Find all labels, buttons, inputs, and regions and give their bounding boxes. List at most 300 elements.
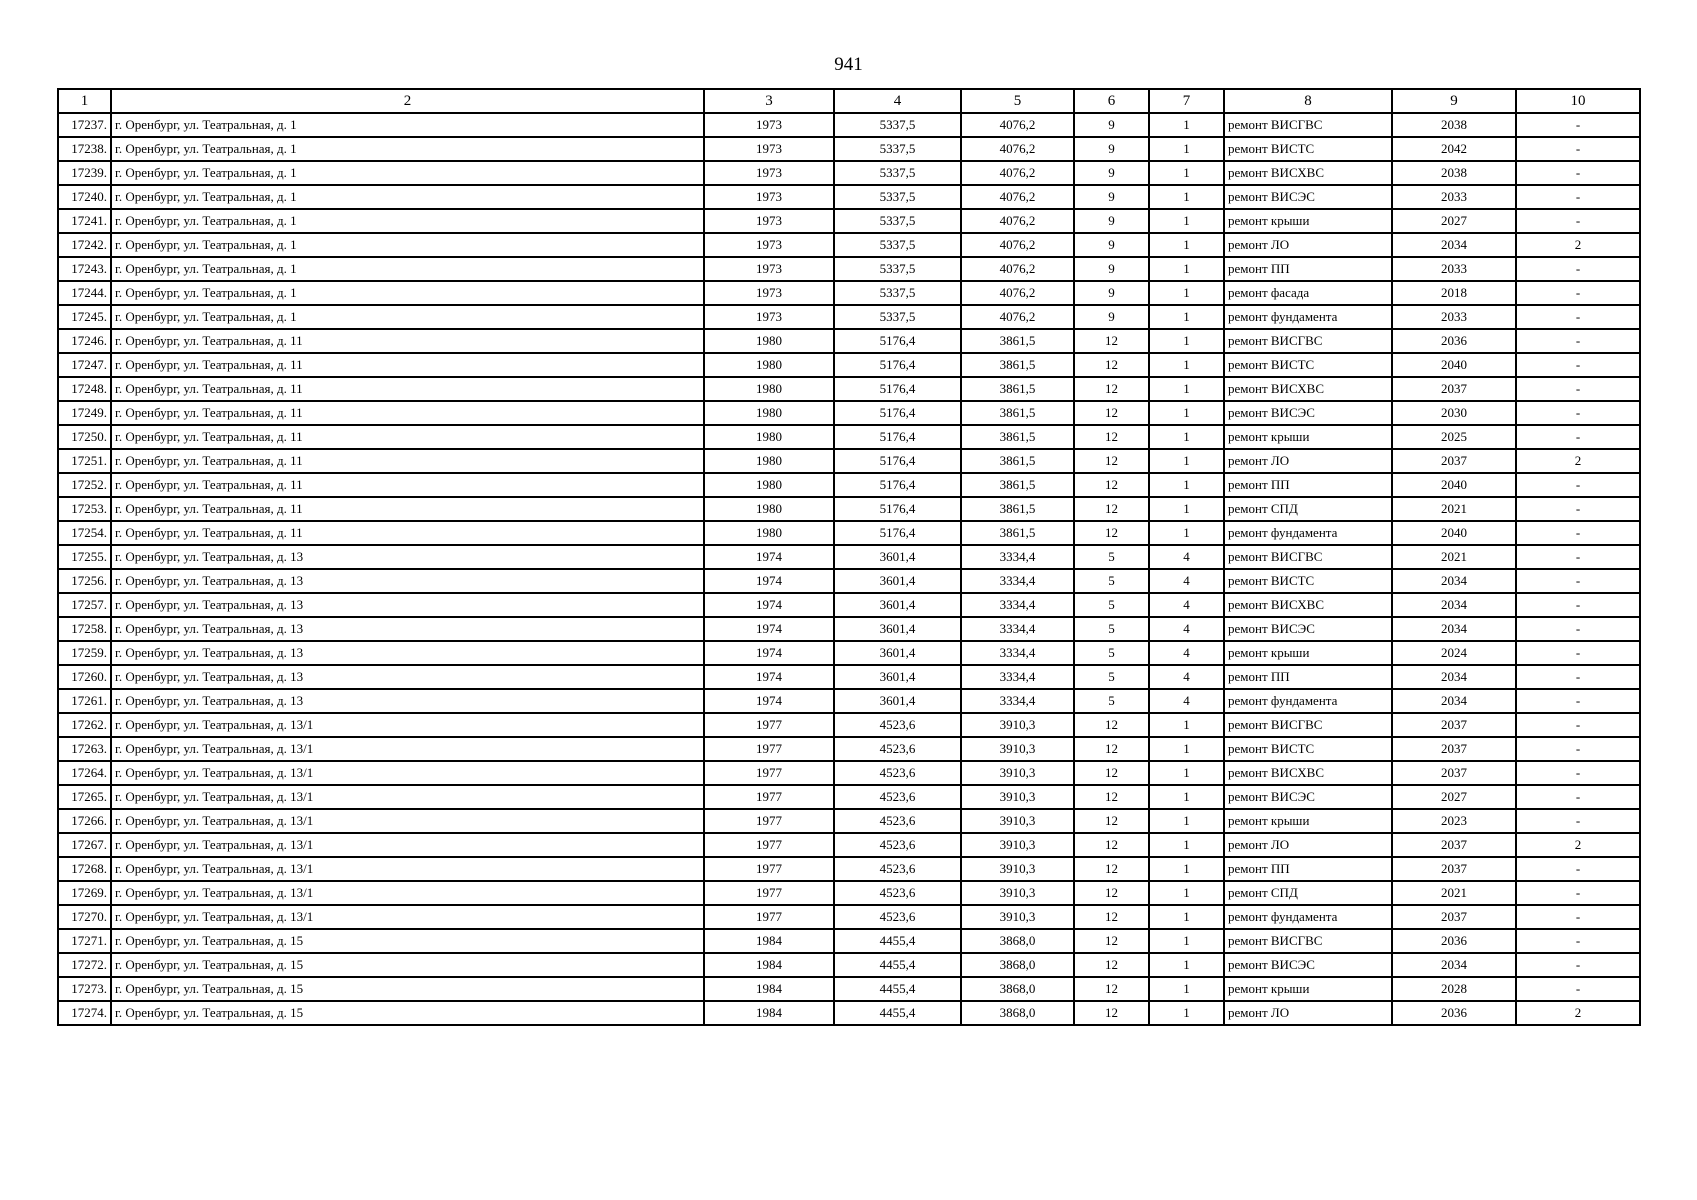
plan-year-cell: 2037	[1392, 713, 1516, 737]
plan-year-cell: 2033	[1392, 305, 1516, 329]
floors-cell: 12	[1074, 521, 1149, 545]
living-area-cell: 4076,2	[961, 137, 1074, 161]
column-header-9: 9	[1392, 89, 1516, 113]
table-row	[58, 353, 1640, 377]
build-year-cell: 1977	[704, 881, 834, 905]
table-row	[58, 929, 1640, 953]
work-type-cell: ремонт ЛО	[1224, 233, 1392, 257]
build-year-cell: 1973	[704, 233, 834, 257]
row-number: 17256.	[58, 569, 111, 593]
build-year-cell: 1973	[704, 185, 834, 209]
work-type-cell: ремонт ВИСТС	[1224, 569, 1392, 593]
table-row	[58, 689, 1640, 713]
table-row	[58, 497, 1640, 521]
total-area-cell: 4455,4	[834, 977, 961, 1001]
living-area-cell: 3861,5	[961, 497, 1074, 521]
living-area-cell: 4076,2	[961, 161, 1074, 185]
row-number: 17271.	[58, 929, 111, 953]
entrances-cell: 1	[1149, 281, 1224, 305]
build-year-cell: 1973	[704, 209, 834, 233]
note-cell: -	[1516, 689, 1640, 713]
address-cell: г. Оренбург, ул. Театральная, д. 13/1	[111, 761, 704, 785]
address-cell: г. Оренбург, ул. Театральная, д. 13	[111, 641, 704, 665]
work-type-cell: ремонт ВИСТС	[1224, 353, 1392, 377]
row-number: 17248.	[58, 377, 111, 401]
living-area-cell: 3861,5	[961, 521, 1074, 545]
plan-year-cell: 2040	[1392, 521, 1516, 545]
build-year-cell: 1980	[704, 353, 834, 377]
row-number: 17273.	[58, 977, 111, 1001]
table-row	[58, 209, 1640, 233]
entrances-cell: 1	[1149, 929, 1224, 953]
row-number: 17257.	[58, 593, 111, 617]
plan-year-cell: 2021	[1392, 497, 1516, 521]
note-cell: -	[1516, 809, 1640, 833]
build-year-cell: 1980	[704, 449, 834, 473]
build-year-cell: 1973	[704, 161, 834, 185]
plan-year-cell: 2023	[1392, 809, 1516, 833]
column-header-1: 1	[58, 89, 111, 113]
floors-cell: 12	[1074, 497, 1149, 521]
entrances-cell: 1	[1149, 137, 1224, 161]
table-row	[58, 905, 1640, 929]
plan-year-cell: 2040	[1392, 473, 1516, 497]
total-area-cell: 5337,5	[834, 281, 961, 305]
build-year-cell: 1977	[704, 905, 834, 929]
living-area-cell: 4076,2	[961, 185, 1074, 209]
floors-cell: 9	[1074, 161, 1149, 185]
row-number: 17263.	[58, 737, 111, 761]
repair-schedule-table	[57, 88, 1641, 1026]
row-number: 17254.	[58, 521, 111, 545]
entrances-cell: 1	[1149, 377, 1224, 401]
plan-year-cell: 2034	[1392, 689, 1516, 713]
floors-cell: 12	[1074, 713, 1149, 737]
note-cell: -	[1516, 617, 1640, 641]
work-type-cell: ремонт ЛО	[1224, 833, 1392, 857]
living-area-cell: 3910,3	[961, 761, 1074, 785]
work-type-cell: ремонт ВИСЭС	[1224, 785, 1392, 809]
table-row	[58, 737, 1640, 761]
entrances-cell: 1	[1149, 113, 1224, 137]
note-cell: -	[1516, 137, 1640, 161]
floors-cell: 9	[1074, 113, 1149, 137]
note-cell: -	[1516, 353, 1640, 377]
living-area-cell: 3910,3	[961, 905, 1074, 929]
table-row	[58, 593, 1640, 617]
address-cell: г. Оренбург, ул. Театральная, д. 13/1	[111, 737, 704, 761]
note-cell: -	[1516, 737, 1640, 761]
build-year-cell: 1977	[704, 857, 834, 881]
table-row	[58, 569, 1640, 593]
table-row	[58, 281, 1640, 305]
plan-year-cell: 2034	[1392, 569, 1516, 593]
build-year-cell: 1977	[704, 737, 834, 761]
note-cell: -	[1516, 857, 1640, 881]
table-row	[58, 329, 1640, 353]
floors-cell: 9	[1074, 257, 1149, 281]
total-area-cell: 5337,5	[834, 185, 961, 209]
entrances-cell: 1	[1149, 209, 1224, 233]
build-year-cell: 1977	[704, 761, 834, 785]
living-area-cell: 4076,2	[961, 305, 1074, 329]
row-number: 17249.	[58, 401, 111, 425]
living-area-cell: 3868,0	[961, 953, 1074, 977]
entrances-cell: 1	[1149, 161, 1224, 185]
living-area-cell: 3868,0	[961, 977, 1074, 1001]
table-row	[58, 881, 1640, 905]
entrances-cell: 1	[1149, 473, 1224, 497]
plan-year-cell: 2025	[1392, 425, 1516, 449]
floors-cell: 12	[1074, 473, 1149, 497]
total-area-cell: 5176,4	[834, 497, 961, 521]
work-type-cell: ремонт ВИСЭС	[1224, 185, 1392, 209]
note-cell: -	[1516, 161, 1640, 185]
total-area-cell: 4523,6	[834, 905, 961, 929]
work-type-cell: ремонт крыши	[1224, 809, 1392, 833]
living-area-cell: 3910,3	[961, 833, 1074, 857]
address-cell: г. Оренбург, ул. Театральная, д. 1	[111, 113, 704, 137]
row-number: 17240.	[58, 185, 111, 209]
plan-year-cell: 2021	[1392, 545, 1516, 569]
note-cell: -	[1516, 113, 1640, 137]
plan-year-cell: 2037	[1392, 449, 1516, 473]
entrances-cell: 1	[1149, 353, 1224, 377]
total-area-cell: 3601,4	[834, 617, 961, 641]
table-row	[58, 809, 1640, 833]
plan-year-cell: 2042	[1392, 137, 1516, 161]
floors-cell: 12	[1074, 785, 1149, 809]
floors-cell: 12	[1074, 329, 1149, 353]
total-area-cell: 5337,5	[834, 209, 961, 233]
plan-year-cell: 2038	[1392, 161, 1516, 185]
row-number: 17261.	[58, 689, 111, 713]
row-number: 17243.	[58, 257, 111, 281]
build-year-cell: 1973	[704, 257, 834, 281]
plan-year-cell: 2033	[1392, 257, 1516, 281]
plan-year-cell: 2027	[1392, 209, 1516, 233]
total-area-cell: 5337,5	[834, 305, 961, 329]
address-cell: г. Оренбург, ул. Театральная, д. 15	[111, 1001, 704, 1025]
plan-year-cell: 2034	[1392, 593, 1516, 617]
row-number: 17265.	[58, 785, 111, 809]
address-cell: г. Оренбург, ул. Театральная, д. 13/1	[111, 857, 704, 881]
build-year-cell: 1980	[704, 521, 834, 545]
build-year-cell: 1974	[704, 593, 834, 617]
plan-year-cell: 2034	[1392, 953, 1516, 977]
build-year-cell: 1980	[704, 425, 834, 449]
living-area-cell: 3334,4	[961, 593, 1074, 617]
floors-cell: 9	[1074, 137, 1149, 161]
entrances-cell: 1	[1149, 761, 1224, 785]
work-type-cell: ремонт ВИСГВС	[1224, 713, 1392, 737]
floors-cell: 5	[1074, 665, 1149, 689]
entrances-cell: 1	[1149, 449, 1224, 473]
build-year-cell: 1974	[704, 545, 834, 569]
note-cell: -	[1516, 257, 1640, 281]
build-year-cell: 1980	[704, 401, 834, 425]
address-cell: г. Оренбург, ул. Театральная, д. 15	[111, 929, 704, 953]
row-number: 17270.	[58, 905, 111, 929]
row-number: 17238.	[58, 137, 111, 161]
row-number: 17242.	[58, 233, 111, 257]
address-cell: г. Оренбург, ул. Театральная, д. 13/1	[111, 905, 704, 929]
note-cell: -	[1516, 881, 1640, 905]
living-area-cell: 3910,3	[961, 713, 1074, 737]
address-cell: г. Оренбург, ул. Театральная, д. 13/1	[111, 809, 704, 833]
table-row	[58, 1001, 1640, 1025]
work-type-cell: ремонт ВИСЭС	[1224, 953, 1392, 977]
plan-year-cell: 2037	[1392, 833, 1516, 857]
row-number: 17245.	[58, 305, 111, 329]
note-cell: -	[1516, 281, 1640, 305]
work-type-cell: ремонт ВИСТС	[1224, 137, 1392, 161]
note-cell: -	[1516, 521, 1640, 545]
table-row	[58, 761, 1640, 785]
address-cell: г. Оренбург, ул. Театральная, д. 13	[111, 617, 704, 641]
total-area-cell: 5337,5	[834, 233, 961, 257]
floors-cell: 5	[1074, 689, 1149, 713]
entrances-cell: 1	[1149, 737, 1224, 761]
column-header-3: 3	[704, 89, 834, 113]
build-year-cell: 1974	[704, 689, 834, 713]
work-type-cell: ремонт ВИСГВС	[1224, 113, 1392, 137]
table-row	[58, 233, 1640, 257]
living-area-cell: 3334,4	[961, 641, 1074, 665]
living-area-cell: 3861,5	[961, 353, 1074, 377]
floors-cell: 12	[1074, 929, 1149, 953]
entrances-cell: 4	[1149, 665, 1224, 689]
table-row	[58, 425, 1640, 449]
work-type-cell: ремонт ВИСХВС	[1224, 377, 1392, 401]
work-type-cell: ремонт фасада	[1224, 281, 1392, 305]
floors-cell: 12	[1074, 1001, 1149, 1025]
row-number: 17239.	[58, 161, 111, 185]
entrances-cell: 1	[1149, 329, 1224, 353]
floors-cell: 12	[1074, 881, 1149, 905]
floors-cell: 5	[1074, 617, 1149, 641]
work-type-cell: ремонт ВИСХВС	[1224, 161, 1392, 185]
total-area-cell: 3601,4	[834, 569, 961, 593]
row-number: 17246.	[58, 329, 111, 353]
table-row	[58, 161, 1640, 185]
plan-year-cell: 2037	[1392, 761, 1516, 785]
note-cell: 2	[1516, 233, 1640, 257]
build-year-cell: 1984	[704, 953, 834, 977]
note-cell: -	[1516, 401, 1640, 425]
build-year-cell: 1984	[704, 977, 834, 1001]
table-row	[58, 185, 1640, 209]
build-year-cell: 1977	[704, 785, 834, 809]
address-cell: г. Оренбург, ул. Театральная, д. 11	[111, 425, 704, 449]
floors-cell: 5	[1074, 545, 1149, 569]
row-number: 17268.	[58, 857, 111, 881]
plan-year-cell: 2036	[1392, 929, 1516, 953]
living-area-cell: 3861,5	[961, 473, 1074, 497]
floors-cell: 12	[1074, 761, 1149, 785]
note-cell: -	[1516, 761, 1640, 785]
row-number: 17260.	[58, 665, 111, 689]
living-area-cell: 3334,4	[961, 665, 1074, 689]
row-number: 17274.	[58, 1001, 111, 1025]
row-number: 17266.	[58, 809, 111, 833]
address-cell: г. Оренбург, ул. Театральная, д. 1	[111, 257, 704, 281]
living-area-cell: 3910,3	[961, 857, 1074, 881]
floors-cell: 9	[1074, 305, 1149, 329]
row-number: 17262.	[58, 713, 111, 737]
floors-cell: 12	[1074, 425, 1149, 449]
total-area-cell: 5337,5	[834, 113, 961, 137]
total-area-cell: 5337,5	[834, 161, 961, 185]
note-cell: -	[1516, 713, 1640, 737]
note-cell: -	[1516, 305, 1640, 329]
build-year-cell: 1974	[704, 665, 834, 689]
table-row	[58, 401, 1640, 425]
living-area-cell: 3334,4	[961, 545, 1074, 569]
address-cell: г. Оренбург, ул. Театральная, д. 11	[111, 377, 704, 401]
entrances-cell: 4	[1149, 689, 1224, 713]
plan-year-cell: 2037	[1392, 737, 1516, 761]
total-area-cell: 4455,4	[834, 929, 961, 953]
work-type-cell: ремонт крыши	[1224, 977, 1392, 1001]
build-year-cell: 1980	[704, 329, 834, 353]
work-type-cell: ремонт ЛО	[1224, 449, 1392, 473]
address-cell: г. Оренбург, ул. Театральная, д. 11	[111, 329, 704, 353]
note-cell: -	[1516, 497, 1640, 521]
build-year-cell: 1980	[704, 377, 834, 401]
note-cell: 2	[1516, 449, 1640, 473]
row-number: 17259.	[58, 641, 111, 665]
column-header-6: 6	[1074, 89, 1149, 113]
table-row	[58, 449, 1640, 473]
row-number: 17247.	[58, 353, 111, 377]
work-type-cell: ремонт ВИСТС	[1224, 737, 1392, 761]
work-type-cell: ремонт ВИСГВС	[1224, 929, 1392, 953]
work-type-cell: ремонт ЛО	[1224, 1001, 1392, 1025]
living-area-cell: 4076,2	[961, 281, 1074, 305]
note-cell: -	[1516, 929, 1640, 953]
plan-year-cell: 2030	[1392, 401, 1516, 425]
living-area-cell: 3910,3	[961, 881, 1074, 905]
plan-year-cell: 2021	[1392, 881, 1516, 905]
floors-cell: 5	[1074, 641, 1149, 665]
total-area-cell: 4523,6	[834, 881, 961, 905]
total-area-cell: 3601,4	[834, 665, 961, 689]
build-year-cell: 1984	[704, 1001, 834, 1025]
plan-year-cell: 2037	[1392, 377, 1516, 401]
total-area-cell: 4523,6	[834, 713, 961, 737]
note-cell: -	[1516, 953, 1640, 977]
total-area-cell: 5176,4	[834, 449, 961, 473]
work-type-cell: ремонт фундамента	[1224, 689, 1392, 713]
row-number: 17253.	[58, 497, 111, 521]
plan-year-cell: 2040	[1392, 353, 1516, 377]
note-cell: 2	[1516, 1001, 1640, 1025]
row-number: 17250.	[58, 425, 111, 449]
note-cell: -	[1516, 473, 1640, 497]
table-body	[58, 113, 1640, 1025]
row-number: 17252.	[58, 473, 111, 497]
work-type-cell: ремонт крыши	[1224, 209, 1392, 233]
table-row	[58, 953, 1640, 977]
table-row	[58, 473, 1640, 497]
entrances-cell: 4	[1149, 569, 1224, 593]
living-area-cell: 3910,3	[961, 809, 1074, 833]
plan-year-cell: 2037	[1392, 905, 1516, 929]
address-cell: г. Оренбург, ул. Театральная, д. 13	[111, 665, 704, 689]
plan-year-cell: 2024	[1392, 641, 1516, 665]
note-cell: -	[1516, 569, 1640, 593]
entrances-cell: 4	[1149, 641, 1224, 665]
table-row	[58, 137, 1640, 161]
row-number: 17272.	[58, 953, 111, 977]
note-cell: -	[1516, 665, 1640, 689]
floors-cell: 12	[1074, 737, 1149, 761]
entrances-cell: 1	[1149, 497, 1224, 521]
table-row	[58, 833, 1640, 857]
plan-year-cell: 2036	[1392, 329, 1516, 353]
column-header-10: 10	[1516, 89, 1640, 113]
column-header-4: 4	[834, 89, 961, 113]
floors-cell: 12	[1074, 401, 1149, 425]
build-year-cell: 1977	[704, 809, 834, 833]
work-type-cell: ремонт ПП	[1224, 473, 1392, 497]
page-number: 941	[834, 54, 863, 75]
build-year-cell: 1973	[704, 281, 834, 305]
total-area-cell: 4523,6	[834, 785, 961, 809]
total-area-cell: 3601,4	[834, 593, 961, 617]
living-area-cell: 4076,2	[961, 233, 1074, 257]
entrances-cell: 1	[1149, 713, 1224, 737]
table-row	[58, 977, 1640, 1001]
total-area-cell: 3601,4	[834, 689, 961, 713]
work-type-cell: ремонт ВИСЭС	[1224, 617, 1392, 641]
living-area-cell: 3861,5	[961, 329, 1074, 353]
living-area-cell: 3868,0	[961, 1001, 1074, 1025]
build-year-cell: 1974	[704, 617, 834, 641]
row-number: 17241.	[58, 209, 111, 233]
column-header-7: 7	[1149, 89, 1224, 113]
row-number: 17269.	[58, 881, 111, 905]
row-number: 17258.	[58, 617, 111, 641]
floors-cell: 9	[1074, 185, 1149, 209]
address-cell: г. Оренбург, ул. Театральная, д. 1	[111, 209, 704, 233]
row-number: 17237.	[58, 113, 111, 137]
plan-year-cell: 2034	[1392, 233, 1516, 257]
table-row	[58, 617, 1640, 641]
note-cell: -	[1516, 209, 1640, 233]
entrances-cell: 1	[1149, 833, 1224, 857]
address-cell: г. Оренбург, ул. Театральная, д. 1	[111, 305, 704, 329]
total-area-cell: 4523,6	[834, 761, 961, 785]
address-cell: г. Оренбург, ул. Театральная, д. 15	[111, 977, 704, 1001]
total-area-cell: 5337,5	[834, 137, 961, 161]
total-area-cell: 5176,4	[834, 401, 961, 425]
entrances-cell: 1	[1149, 809, 1224, 833]
entrances-cell: 4	[1149, 593, 1224, 617]
address-cell: г. Оренбург, ул. Театральная, д. 11	[111, 521, 704, 545]
living-area-cell: 3334,4	[961, 689, 1074, 713]
table-row	[58, 257, 1640, 281]
build-year-cell: 1980	[704, 497, 834, 521]
table-row	[58, 857, 1640, 881]
entrances-cell: 1	[1149, 1001, 1224, 1025]
total-area-cell: 4455,4	[834, 953, 961, 977]
living-area-cell: 4076,2	[961, 257, 1074, 281]
entrances-cell: 4	[1149, 545, 1224, 569]
floors-cell: 5	[1074, 593, 1149, 617]
address-cell: г. Оренбург, ул. Театральная, д. 1	[111, 281, 704, 305]
